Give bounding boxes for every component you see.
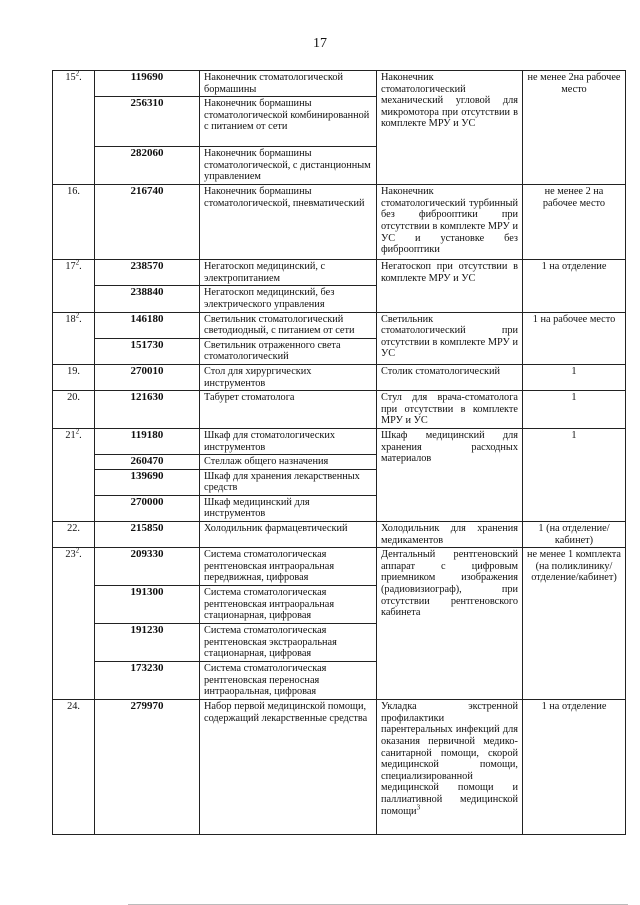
item-name: Набор первой медицинской помощи, содержащий лекарственные средства [200, 700, 377, 835]
item-name: Стол для хирургических инструментов [200, 364, 377, 390]
item-requirement: Дентальный рентгеновский аппарат с цифровым приемником изображения (радиовизиограф), при отсутствии рентгеновского кабинета [377, 548, 523, 700]
item-name: Холодильник фармацевтический [200, 522, 377, 548]
item-code: 119690 [95, 71, 200, 97]
table-row [53, 364, 626, 390]
table-row [53, 312, 626, 338]
item-code: 238570 [95, 260, 200, 286]
row-number: 22. [53, 522, 95, 548]
item-requirement: Негатоскоп при отсутствии в комплекте МРУ и УС [377, 260, 523, 312]
item-code: 121630 [95, 391, 200, 429]
item-quantity: 1 на отделение [523, 700, 626, 835]
item-code: 216740 [95, 185, 200, 260]
item-code: 191300 [95, 586, 200, 624]
item-quantity: 1 [523, 364, 626, 390]
item-quantity: 1 на рабочее место [523, 312, 626, 364]
item-name: Шкаф для хранения лекарственных средств [200, 469, 377, 495]
item-requirement: Холодильник для хранения медикаментов [377, 522, 523, 548]
item-name: Негатоскоп медицинский, с электропитанием [200, 260, 377, 286]
item-code: 215850 [95, 522, 200, 548]
item-quantity: 1 [523, 391, 626, 429]
item-quantity: 1 [523, 428, 626, 521]
table-row [53, 391, 626, 429]
item-name: Светильник отраженного света стоматологический [200, 338, 377, 364]
table-row [53, 548, 626, 586]
item-code: 260470 [95, 455, 200, 470]
row-number: 24. [53, 700, 95, 835]
item-quantity: не менее 2на рабочее место [523, 71, 626, 185]
item-code: 151730 [95, 338, 200, 364]
item-name: Система стоматологическая рентгеновская экстраоральная стационарная, цифровая [200, 624, 377, 662]
item-code: 270010 [95, 364, 200, 390]
row-number: 16. [53, 185, 95, 260]
table-row [53, 71, 626, 97]
item-requirement: Шкаф медицинский для хранения расходных материалов [377, 428, 523, 521]
item-name: Шкаф для стоматологических инструментов [200, 428, 377, 454]
item-code: 270000 [95, 495, 200, 521]
page-number: 17 [313, 36, 327, 51]
item-quantity: 1 (на отделение/ кабинет) [523, 522, 626, 548]
item-code: 173230 [95, 662, 200, 700]
item-code: 256310 [95, 97, 200, 147]
item-requirement: Наконечник стоматологический турбинный без фиброоптики при отсутствии в комплекте МРУ и УС и установке без фиброоптики [377, 185, 523, 260]
item-requirement: Светильник стоматологический при отсутствии в комплекте МРУ и УС [377, 312, 523, 364]
table-row [53, 700, 626, 835]
item-name: Наконечник стоматологической бормашины [200, 71, 377, 97]
item-name: Наконечник бормашины стоматологической, пневматический [200, 185, 377, 260]
item-quantity: не менее 2 на рабочее место [523, 185, 626, 260]
item-name: Табурет стоматолога [200, 391, 377, 429]
table-row [53, 522, 626, 548]
item-name: Светильник стоматологический светодиодный, с питанием от сети [200, 312, 377, 338]
item-code: 279970 [95, 700, 200, 835]
item-name: Система стоматологическая рентгеновская интраоральная стационарная, цифровая [200, 586, 377, 624]
item-name: Шкаф медицинский для инструментов [200, 495, 377, 521]
item-code: 209330 [95, 548, 200, 586]
item-name: Система стоматологическая рентгеновская интраоральная передвижная, цифровая [200, 548, 377, 586]
item-code: 119180 [95, 428, 200, 454]
item-quantity: 1 на отделение [523, 260, 626, 312]
item-requirement: Укладка экстренной профилактики парентеральных инфекций для оказания первичной медико-санитарной помощи, скорой медицинской помощи, специализированной медицинской помощи и паллиативной медицинской помощи$^3$ [377, 700, 523, 835]
row-number: 19. [53, 364, 95, 390]
row-number: $17^2$. [53, 260, 95, 312]
row-number: $18^2$. [53, 312, 95, 364]
item-code: 238840 [95, 286, 200, 312]
item-requirement: Стул для врача-стоматолога при отсутствии в комплекте МРУ и УС [377, 391, 523, 429]
item-name: Наконечник бормашины стоматологической комбинированной с питанием от сети [200, 97, 377, 147]
item-name: Стеллаж общего назначения [200, 455, 377, 470]
table-row [53, 185, 626, 260]
table-row [53, 260, 626, 286]
item-requirement: Наконечник стоматологический механический угловой для микромотора при отсутствии в комплекте МРУ и УС [377, 71, 523, 185]
item-name: Наконечник бормашины стоматологической, с дистанционным управлением [200, 147, 377, 185]
row-number: $23^2$. [53, 548, 95, 700]
item-code: 139690 [95, 469, 200, 495]
item-name: Система стоматологическая рентгеновская переносная интраоральная, цифровая [200, 662, 377, 700]
item-code: 282060 [95, 147, 200, 185]
item-code: 191230 [95, 624, 200, 662]
table-row [53, 428, 626, 454]
item-code: 146180 [95, 312, 200, 338]
row-number: 20. [53, 391, 95, 429]
item-quantity: не менее 1 комплекта (на поликлинику/ отделение/кабинет) [523, 548, 626, 700]
item-name: Негатоскоп медицинский, без электрического управления [200, 286, 377, 312]
item-requirement: Столик стоматологический [377, 364, 523, 390]
row-number: $21^2$. [53, 428, 95, 521]
row-number: $15^2$. [53, 71, 95, 185]
equipment-table [52, 70, 626, 835]
